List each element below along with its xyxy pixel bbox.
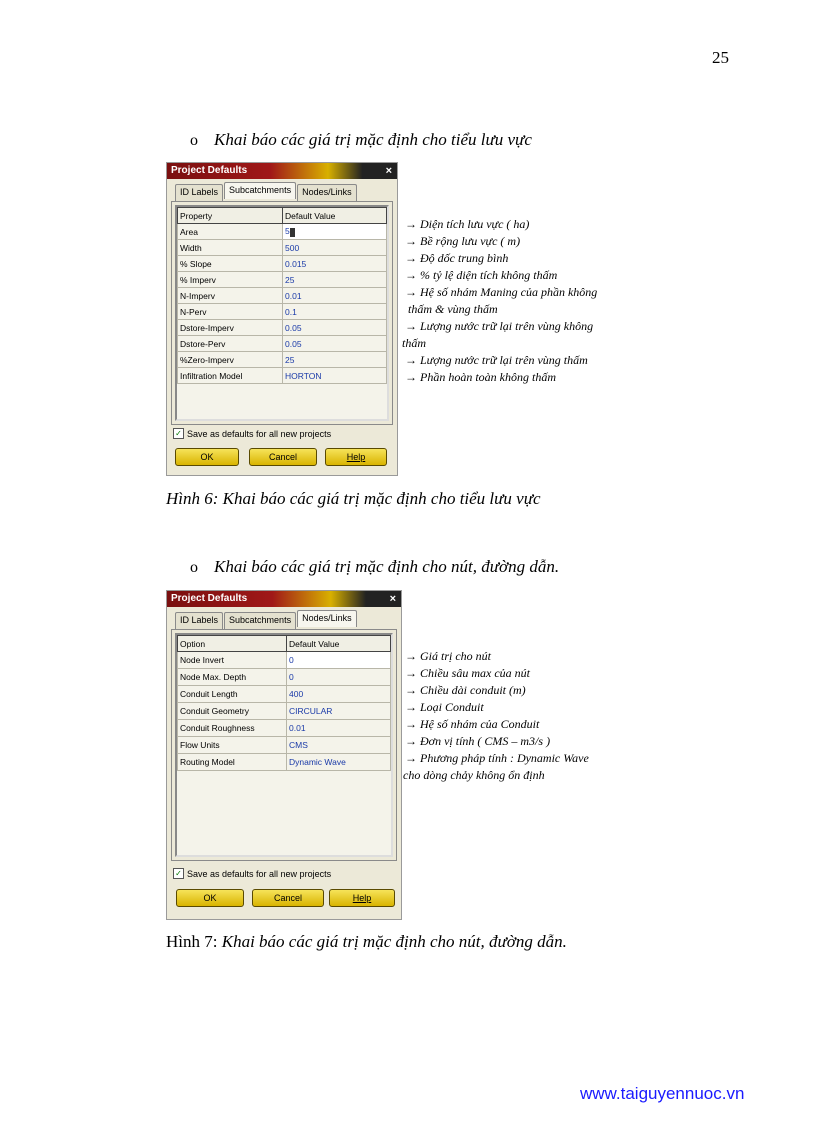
annotation-line: → % tỷ lệ diện tích không thấm bbox=[405, 268, 558, 282]
table-row[interactable]: Conduit Roughness 0.01 bbox=[178, 720, 391, 737]
table-row[interactable]: Node Max. Depth 0 bbox=[178, 669, 391, 686]
checkmark-icon[interactable]: ✓ bbox=[173, 868, 184, 879]
tab-id-labels[interactable]: ID Labels bbox=[175, 184, 223, 201]
annotation-line: → Chiều sâu max của nút bbox=[405, 666, 530, 680]
grid-header-property: Property bbox=[178, 208, 283, 224]
table-row[interactable]: N-Imperv 0.01 bbox=[178, 288, 387, 304]
table-row[interactable]: Node Invert 0 bbox=[178, 652, 391, 669]
table-row[interactable]: % Slope 0.015 bbox=[178, 256, 387, 272]
cancel-button[interactable]: Cancel bbox=[249, 448, 317, 466]
tab-strip bbox=[175, 612, 358, 629]
annotation-line: → Diện tích lưu vực ( ha) bbox=[405, 217, 530, 231]
annotation-line: thấm & vùng thấm bbox=[408, 302, 498, 316]
tab-nodes-links[interactable]: Nodes/Links bbox=[297, 610, 357, 627]
annotation-line: → Loại Conduit bbox=[405, 700, 484, 714]
tab-nodes-links[interactable]: Nodes/Links bbox=[297, 184, 357, 201]
node-annotations bbox=[405, 648, 640, 784]
annotation-line: → Độ dốc trung bình bbox=[405, 251, 509, 265]
grid-header-value: Default Value bbox=[287, 636, 391, 652]
annotation-line: → Lượng nước trữ lại trên vùng không bbox=[405, 319, 594, 333]
section2-heading: o Khai báo các giá trị mặc định cho nút, đường dẫn. bbox=[190, 557, 560, 576]
grid-header-option: Option bbox=[178, 636, 287, 652]
annotation-line: → Đơn vị tính ( CMS – m3/s ) bbox=[405, 734, 551, 748]
area-value-input[interactable] bbox=[283, 224, 387, 240]
help-button[interactable]: Help bbox=[329, 889, 395, 907]
annotation-line: thấm bbox=[402, 336, 426, 350]
table-row[interactable]: Dstore-Imperv 0.05 bbox=[178, 320, 387, 336]
close-icon[interactable]: × bbox=[389, 593, 396, 605]
annotation-line: → Phương pháp tính : Dynamic Wave bbox=[405, 751, 589, 765]
close-icon[interactable]: × bbox=[385, 165, 392, 177]
area-value: 5 bbox=[285, 226, 290, 237]
annotation-line: → Lượng nước trữ lại trên vùng thấm bbox=[405, 353, 588, 367]
page-number: 25 bbox=[712, 48, 729, 67]
tab-strip bbox=[175, 184, 358, 201]
table-row[interactable]: Area 5 bbox=[178, 224, 387, 240]
table-row[interactable]: Conduit Length 400 bbox=[178, 686, 391, 703]
figure-caption-6: Hình 6: Khai báo các giá trị mặc định cho tiểu lưu vực bbox=[166, 489, 541, 508]
help-button[interactable]: Help bbox=[325, 448, 387, 466]
annotation-line: → Phần hoàn toàn không thấm bbox=[405, 370, 556, 384]
table-row[interactable]: Width 500 bbox=[178, 240, 387, 256]
annotation-line: cho dòng chảy không ổn định bbox=[403, 768, 545, 782]
tab-panel bbox=[171, 201, 393, 425]
property-grid bbox=[175, 205, 389, 421]
tab-id-labels[interactable]: ID Labels bbox=[175, 612, 223, 629]
table-row[interactable]: Flow Units CMS bbox=[178, 737, 391, 754]
project-defaults-dialog-subcatchments bbox=[166, 162, 398, 476]
annotation-line: → Chiều dài conduit (m) bbox=[405, 683, 526, 697]
table-row[interactable]: Infiltration Model HORTON bbox=[178, 368, 387, 384]
figure-caption-7: Hình 7: Khai báo các giá trị mặc định cho nút, đường dẫn. bbox=[166, 932, 567, 951]
table-row[interactable]: %Zero-Imperv 25 bbox=[178, 352, 387, 368]
annotation-line: → Hệ số nhám Maning của phần không bbox=[405, 285, 598, 299]
table-row[interactable]: % Imperv 25 bbox=[178, 272, 387, 288]
annotation-line: → Hệ số nhám của Conduit bbox=[405, 717, 540, 731]
annotation-line: → Bề rộng lưu vực ( m) bbox=[405, 234, 521, 248]
option-grid bbox=[175, 633, 393, 857]
text-cursor bbox=[290, 228, 295, 237]
tab-subcatchments[interactable]: Subcatchments bbox=[224, 612, 296, 629]
section1-heading: o Khai báo các giá trị mặc định cho tiểu lưu vực bbox=[190, 130, 532, 149]
website-footer[interactable]: www.taiguyennuoc.vn bbox=[580, 1084, 745, 1103]
ok-button[interactable]: OK bbox=[176, 889, 244, 907]
save-defaults-checkbox[interactable]: ✓ Save as defaults for all new projects bbox=[173, 428, 331, 439]
tab-subcatchments[interactable]: Subcatchments bbox=[224, 182, 296, 199]
save-defaults-checkbox[interactable]: ✓ Save as defaults for all new projects bbox=[173, 868, 331, 879]
annotation-line: → Giá trị cho nút bbox=[405, 649, 491, 663]
checkmark-icon[interactable]: ✓ bbox=[173, 428, 184, 439]
table-row[interactable]: Routing Model Dynamic Wave bbox=[178, 754, 391, 771]
table-row[interactable]: Dstore-Perv 0.05 bbox=[178, 336, 387, 352]
dialog-titlebar bbox=[167, 163, 397, 179]
subcatchment-annotations bbox=[402, 216, 640, 386]
dialog-titlebar bbox=[167, 591, 401, 607]
table-row[interactable]: Conduit Geometry CIRCULAR bbox=[178, 703, 391, 720]
bullet-marker: o bbox=[190, 559, 198, 576]
project-defaults-dialog-nodes-links bbox=[166, 590, 402, 920]
grid-header-value: Default Value bbox=[283, 208, 387, 224]
table-row[interactable]: N-Perv 0.1 bbox=[178, 304, 387, 320]
ok-button[interactable]: OK bbox=[175, 448, 239, 466]
tab-panel bbox=[171, 629, 397, 861]
cancel-button[interactable]: Cancel bbox=[252, 889, 324, 907]
dialog-title: Project Defaults bbox=[171, 593, 248, 604]
dialog-title: Project Defaults bbox=[171, 165, 248, 176]
bullet-marker: o bbox=[190, 132, 198, 149]
